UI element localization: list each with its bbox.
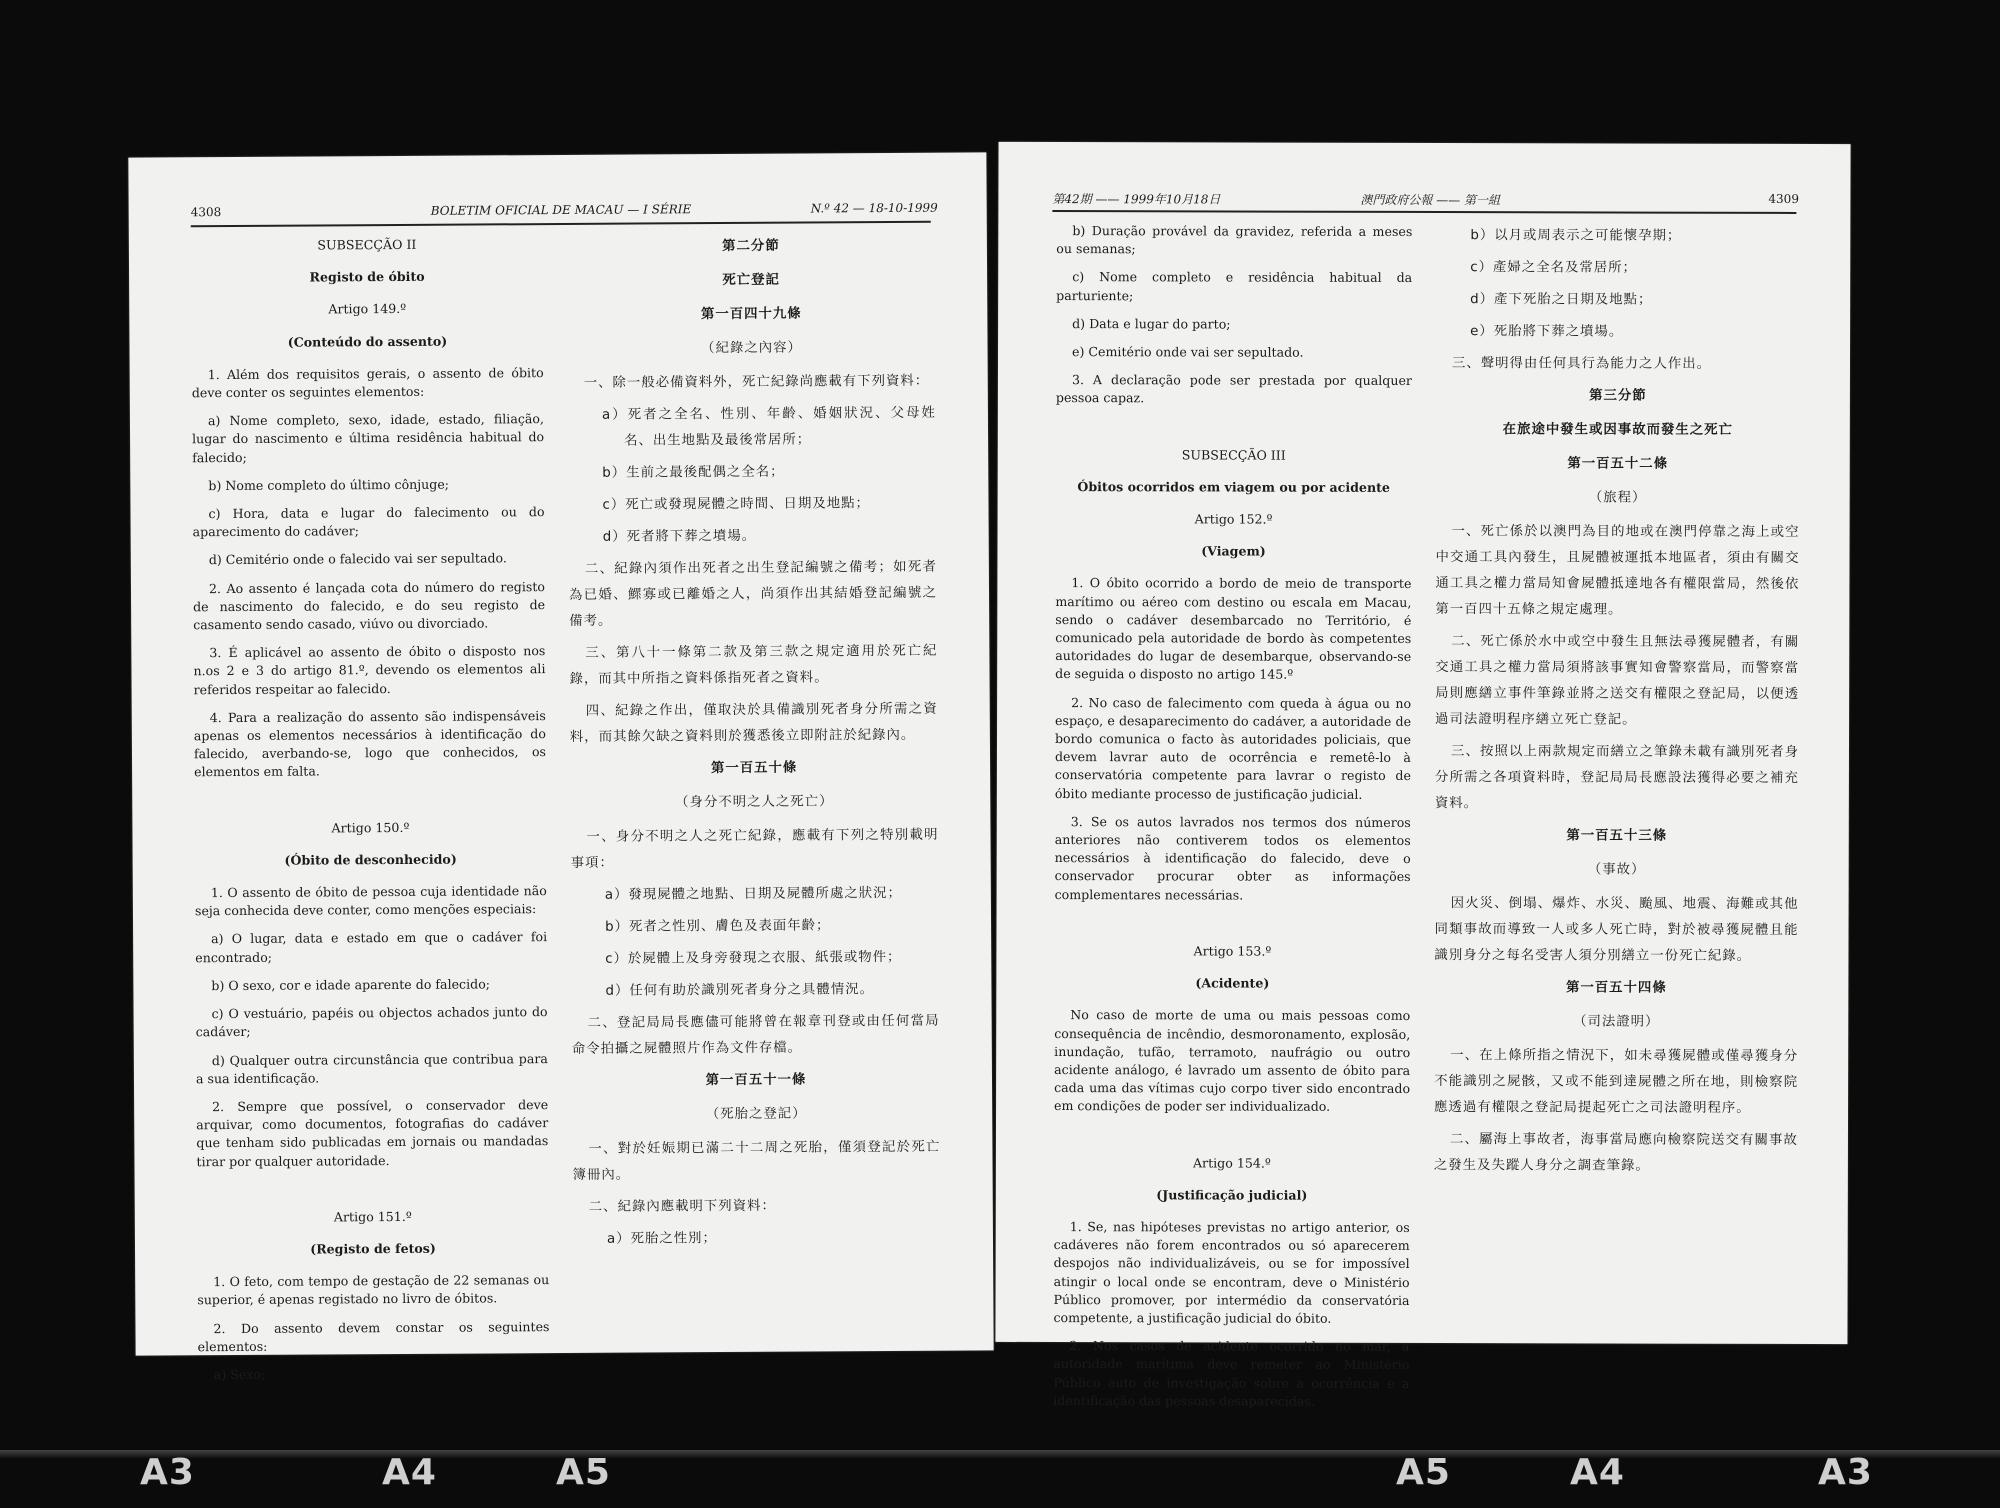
frame-mark: A5 (1396, 1452, 1451, 1493)
paragraph: e）死胎將下葬之墳場。 (1470, 324, 1624, 340)
paragraph: b) Nome completo do último cônjuge; (208, 476, 450, 493)
issue-date: 第42期 —— 1999年10月18日 (1052, 192, 1221, 207)
paragraph: 4. Para a realização do assento são indispensáveis apenas os elementos necessários à identificação do falecido, averbando-se, logo que conhecidos, os elementos em falta. (193, 707, 547, 780)
paragraph: 2. No caso de falecimento com queda à água ou no espaço, e desaparecimento do cadáver, a autoridade de bordo comunica o facto às autoridades policiais, que devem lavrar auto de ocorrência e remetê-lo à conservatória competente para lavrar o registo de óbito mediante processo de justificação judicial. (1054, 694, 1412, 802)
paragraph: 二、紀錄內應載明下列資料： (588, 1198, 776, 1215)
section-heading: 第一百四十九條 (700, 306, 802, 323)
paragraph: c) O vestuário, papéis ou objectos achados junto do cadáver; (195, 1004, 548, 1040)
paragraph: a) Nome completo, sexo, idade, estado, filiação, lugar do nascimento e última residência habitual do falecido; (192, 411, 545, 465)
paragraph: 二、紀錄內須作出死者之出生登記編號之備考；如死者為已婚、鰥寡或已離婚之人，尚須作出其結婚登記編號之備考。 (568, 559, 938, 629)
paragraph: 一、身分不明之人之死亡紀錄，應載有下列之特別載明事項： (570, 827, 939, 871)
section-heading: Registo de óbito (309, 269, 425, 285)
paragraph: d）死者將下葬之墳場。 (602, 528, 757, 545)
section-heading: Artigo 152.º (1194, 511, 1273, 527)
frame-mark: A4 (1570, 1452, 1625, 1493)
paragraph: 二、死亡係於水中或空中發生且無法尋獲屍體者，有關交通工具之權力當局須將該事實知會警察當局，而警察當局則應繕立事件筆錄並將之送交有權限之登記局，以便透過司法證明程序繕立死亡登記。 (1435, 634, 1800, 728)
paragraph: c）於屍體上及身旁發現之衣服、紙張或物件； (605, 949, 902, 967)
section-heading: 第一百五十四條 (1565, 980, 1667, 996)
section-heading: Artigo 149.º (328, 301, 407, 317)
paragraph: 一、除一般必備資料外，死亡紀錄尚應載有下列資料： (583, 373, 930, 391)
paragraph: b）生前之最後配偶之全名； (602, 464, 785, 481)
section-heading: (Óbito de desconhecido) (284, 851, 457, 868)
paragraph: d) Data e lugar do parto; (1072, 315, 1231, 332)
section-heading: 死亡登記 (722, 272, 780, 289)
paragraph: a) O lugar, data e estado em que o cadáver foi encontrado; (195, 929, 548, 965)
paragraph: a) Sexo; (213, 1366, 266, 1383)
portuguese-column (191, 235, 550, 1394)
paragraph: 3. Se os autos lavrados nos termos dos números anteriores não contiverem todos os elementos necessários à identificação do falecido, deve o conservador procurar obter as informações complementares necessárias. (1054, 813, 1411, 903)
paragraph: c）死亡或發現屍體之時間、日期及地點； (602, 496, 870, 513)
paragraph: d) Qualquer outra circunstância que contribua para a sua identificação. (195, 1050, 548, 1086)
section-heading: （旅程） (1588, 490, 1647, 506)
paragraph: 三、聲明得由任何具行為能力之人作出。 (1451, 356, 1712, 372)
section-heading: 在旅途中發生或因事故而發生之死亡 (1502, 422, 1733, 438)
paragraph: d）任何有助於識別死者身分之具體情況。 (605, 982, 875, 999)
frame-mark: A5 (556, 1452, 611, 1493)
section-heading: 第一百五十一條 (705, 1072, 807, 1089)
section-heading: Óbitos ocorridos em viagem ou por acidente (1077, 478, 1390, 495)
paragraph: 因火災、倒塌、爆炸、水災、颱風、地震、海難或其他同類事故而導致一人或多人死亡時，對於被尋獲屍體且能識別身分之每名受害人須分別繕立一份死亡紀錄。 (1434, 896, 1799, 964)
section-heading: (Viagem) (1201, 543, 1266, 559)
paragraph: 三、第八十一條第二款及第三款之規定適用於死亡紀錄，而其中所指之資料係指死者之資料。 (569, 643, 938, 687)
paragraph: a）發現屍體之地點、日期及屍體所處之狀況； (604, 885, 902, 903)
section-heading: (Conteúdo do assento) (287, 333, 448, 350)
paragraph: d）產下死胎之日期及地點； (1470, 292, 1653, 308)
paragraph: d) Cemitério onde o falecido vai ser sepultado. (208, 550, 507, 568)
paragraph: 三、按照以上兩款規定而繕立之筆錄未載有識別死者身分所需之各項資料時，登記局局長應設法獲得必要之補充資料。 (1434, 744, 1799, 812)
section-heading: (Registo de fetos) (310, 1240, 436, 1257)
paragraph: 一、在上條所指之情況下，如未尋獲屍體或僅尋獲身分不能識別之屍骸，又或不能到達屍體之所在地，則檢察院應透過有權限之登記局提起死亡之司法證明程序。 (1434, 1048, 1799, 1116)
issue-date: N.º 42 — 18-10-1999 (810, 200, 938, 216)
paragraph: e) Cemitério onde vai ser sepultado. (1072, 344, 1304, 360)
section-spacer (1054, 1126, 1410, 1155)
paragraph: 3. É aplicável ao assento de óbito o disposto nos n.os 2 e 3 do artigo 81.º, devendo os elementos ali referidos respeitar ao falecido. (193, 643, 546, 697)
section-heading: （死胎之登記） (705, 1106, 807, 1123)
paragraph: a）死胎之性別； (606, 1231, 717, 1247)
section-heading: （事故） (1587, 862, 1646, 878)
page-number: 4308 (190, 205, 222, 220)
section-heading: 第一百五十二條 (1567, 456, 1669, 472)
frame-mark: A3 (140, 1452, 195, 1493)
section-heading: Artigo 150.º (331, 819, 410, 836)
section-heading: 第三分節 (1589, 388, 1647, 404)
paragraph: 1. O óbito ocorrido a bordo de meio de transporte marítimo ou aéreo com destino ou escala em Macau, sendo o cadáver desembarcado no Território, é comunicado pela autoridade de bordo às competentes autoridades do lugar de desembarque, observando-se de seguida o disposto no artigo 145.º (1055, 575, 1412, 683)
paragraph: 2. Sempre que possível, o conservador deve arquivar, como documentos, fotografias do cadáver que tenham sido publicadas em jornais ou mandadas tirar por qualquer autoridade. (196, 1096, 549, 1169)
chinese-column (567, 233, 941, 1259)
paragraph: 一、死亡係於以澳門為目的地或在澳門停靠之海上或空中交通工具內發生，且屍體被運抵本地區者，須由有關交通工具之權力當局知會屍體抵達地各有權限當局，然後依第一百四十五條之規定處理。 (1435, 524, 1800, 618)
paragraph: a）死者之全名、性別、年齡、婚姻狀況、父母姓名、出生地點及最後常居所； (601, 405, 936, 449)
gazette-title: 澳門政府公報 —— 第一組 (1360, 192, 1501, 208)
paragraph: b) Duração provável da gravidez, referida a meses ou semanas; (1056, 223, 1413, 257)
paragraph: 3. A declaração pode ser prestada por qualquer pessoa capaz. (1055, 372, 1412, 406)
section-heading: Artigo 153.º (1193, 943, 1272, 959)
section-heading: 第二分節 (722, 238, 780, 255)
paragraph: b）以月或周表示之可能懷孕期； (1470, 228, 1682, 244)
paragraph: 1. Além dos requisitos gerais, o assento de óbito deve conter os seguintes elementos: (191, 364, 544, 401)
section-spacer (1056, 418, 1412, 447)
portuguese-column (1053, 222, 1412, 1421)
gazette-title: BOLETIM OFICIAL DE MACAU — I SÉRIE (430, 202, 692, 218)
film-strip (0, 1450, 2000, 1458)
section-spacer (197, 1179, 549, 1209)
section-spacer (194, 790, 546, 820)
right-page-header (998, 190, 1850, 212)
section-heading: （紀錄之內容） (701, 340, 802, 357)
left-page (128, 152, 993, 1383)
chinese-column (1434, 223, 1801, 1186)
paragraph: 四、紀錄之作出，僅取決於具備識別死者身分所需之資料，而其餘欠缺之資料則於獲悉後立即附註於紀錄內。 (569, 701, 938, 745)
paragraph: b）死者之性別、膚色及表面年齡； (605, 918, 831, 935)
section-heading: Artigo 154.º (1192, 1154, 1271, 1171)
section-heading: （身分不明之人之死亡） (675, 794, 834, 811)
frame-mark: A3 (1818, 1452, 1873, 1493)
frame-mark: A4 (382, 1452, 437, 1493)
paragraph: c) Nome completo e residência habitual da parturiente; (1056, 269, 1413, 303)
paragraph: No caso de morte de uma ou mais pessoas como consequência de incêndio, desmoronamento, explosão, inundação, tufão, terramoto, naufrágio ou outro acidente análogo, é lavrado um assento de óbito para cada uma das vítimas cujo corpo tiver sido encontrado em condições de poder ser individualizado. (1054, 1007, 1411, 1115)
right-page (995, 142, 1850, 1409)
section-heading: Artigo 151.º (333, 1208, 412, 1225)
paragraph: b) O sexo, cor e idade aparente do falecido; (211, 976, 491, 994)
section-heading: 第一百五十條 (710, 760, 798, 777)
paragraph: 2. Ao assento é lançada cota do número do registo de nascimento do falecido, e do seu registo de casamento sendo casado, viúvo ou divorciado. (193, 578, 546, 633)
paragraph: 1. Se, nas hipóteses previstas no artigo anterior, os cadáveres não forem encontrados ou só aparecerem despojos não individualizáveis, ou se for impossível atingir o local onde se encontram, deve o Ministério Público promover, por intermédio da conservatória competente, a justificação judicial do óbito. (1053, 1218, 1410, 1326)
paragraph: c）產婦之全名及常居所； (1470, 260, 1637, 276)
section-heading: 第一百五十三條 (1566, 828, 1668, 844)
paragraph: 二、登記局局長應儘可能將曾在報章刊登或由任何當局命令拍攝之屍體照片作為文件存檔。 (571, 1013, 940, 1057)
section-spacer (1054, 914, 1410, 943)
section-heading: （司法證明） (1573, 1014, 1660, 1030)
section-heading: (Justificação judicial) (1156, 1187, 1308, 1203)
section-heading: SUBSECÇÃO II (317, 236, 417, 253)
paragraph: 2. Nos casos de acidente ocorrido no mar, a autoridade marítima deve remeter ao Ministério Público auto de investigação sobre a ocorrência e a identificação das pessoas desaparecidas. (1053, 1338, 1410, 1409)
paragraph: 1. O assento de óbito de pessoa cuja identidade não seja conhecida deve conter, como menções especiais: (194, 883, 547, 919)
page-number: 4309 (1768, 191, 1799, 206)
paragraph: 二、屬海上事故者，海事當局應向檢察院送交有關事故之發生及失蹤人身分之調查筆錄。 (1433, 1132, 1798, 1174)
paragraph: 1. O feto, com tempo de gestação de 22 semanas ou superior, é apenas registado no livro de óbitos. (197, 1272, 550, 1308)
section-heading: (Acidente) (1195, 975, 1270, 991)
paragraph: c) Hora, data e lugar do falecimento ou do aparecimento do cadáver; (192, 504, 545, 540)
section-heading: SUBSECÇÃO III (1181, 446, 1286, 463)
paragraph: 一、對於妊娠期已滿二十二周之死胎，僅須登記於死亡簿冊內。 (572, 1139, 941, 1183)
paragraph: 2. Do assento devem constar os seguintes elementos: (197, 1318, 550, 1354)
